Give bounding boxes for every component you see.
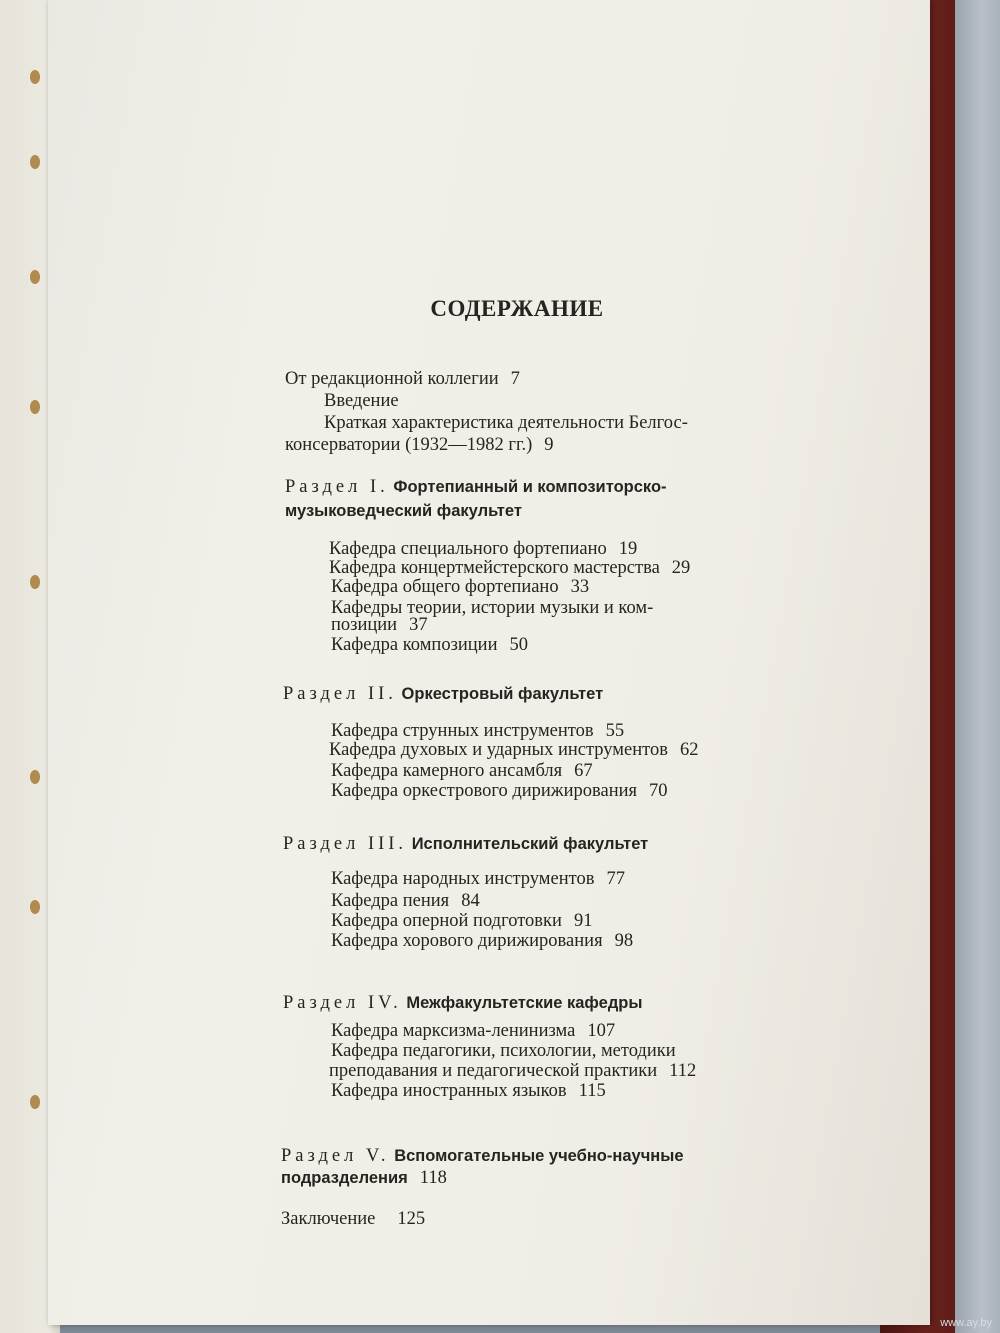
toc-entry: Кафедра композиции 50 <box>331 635 528 655</box>
stitch-icon <box>30 400 40 414</box>
toc-entry: Кафедра камерного ансамбля 67 <box>331 761 593 781</box>
toc-entry: Кафедра струнных инструментов 55 <box>331 721 625 741</box>
section-heading: Раздел I. Фортепианный и композиторско- <box>285 477 667 497</box>
stitch-icon <box>30 70 40 84</box>
section-heading-cont: подразделения 118 <box>281 1168 447 1188</box>
section-heading: Раздел II. Оркестровый факультет <box>283 684 604 704</box>
toc-entry-introduction: Введение <box>324 391 399 411</box>
stitch-icon <box>30 1095 40 1109</box>
toc-entry: преподавания и педагогической практики 112 <box>329 1061 697 1081</box>
toc-entry: Кафедры теории, истории музыки и ком- <box>331 598 654 618</box>
stitch-icon <box>30 770 40 784</box>
section-heading: Раздел V. Вспомогательные учебно-научные <box>281 1146 684 1166</box>
toc-entry-summary-cont: консерватории (1932—1982 гг.) 9 <box>285 435 554 455</box>
stitch-icon <box>30 900 40 914</box>
toc-entry: Кафедра иностранных языков 115 <box>331 1081 606 1101</box>
toc-entry: позиции 37 <box>331 615 428 635</box>
toc-entry: Кафедра специального фортепиано 19 <box>329 539 638 559</box>
section-heading: Раздел III. Исполнительский факультет <box>283 834 649 854</box>
page-title: СОДЕРЖАНИЕ <box>430 296 604 321</box>
watermark: www.ay.by <box>940 1317 992 1329</box>
toc-entry: Кафедра марксизма-ленинизма 107 <box>331 1021 616 1041</box>
toc-entry: Кафедра концертмейстерского мастерства 29 <box>329 558 691 578</box>
toc-entry: Кафедра оркестрового дирижирования 70 <box>331 781 668 801</box>
toc-entry: Кафедра хорового дирижирования 98 <box>331 931 634 951</box>
toc-entry: Кафедра духовых и ударных инструментов 62 <box>329 740 699 760</box>
toc-entry-summary: Краткая характеристика деятельности Белгос- <box>324 413 688 433</box>
toc-entry: Кафедра педагогики, психологии, методики <box>331 1041 676 1061</box>
section-heading: Раздел IV. Межфакультетские кафедры <box>283 993 643 1013</box>
section-heading-cont: музыковедческий факультет <box>285 502 522 520</box>
background-surface <box>955 0 1000 1333</box>
toc-entry: Кафедра оперной подготовки 91 <box>331 911 593 931</box>
stitch-icon <box>30 155 40 169</box>
toc-entry: Кафедра народных инструментов 77 <box>331 869 625 889</box>
toc-entry: Кафедра пения 84 <box>331 891 480 911</box>
stitch-icon <box>30 270 40 284</box>
toc-entry: Кафедра общего фортепиано 33 <box>331 577 590 597</box>
toc-entry-editorial: От редакционной коллегии 7 <box>285 369 520 389</box>
stitch-icon <box>30 575 40 589</box>
toc-entry-conclusion: Заключение 125 <box>281 1209 426 1229</box>
book-page <box>48 0 930 1325</box>
